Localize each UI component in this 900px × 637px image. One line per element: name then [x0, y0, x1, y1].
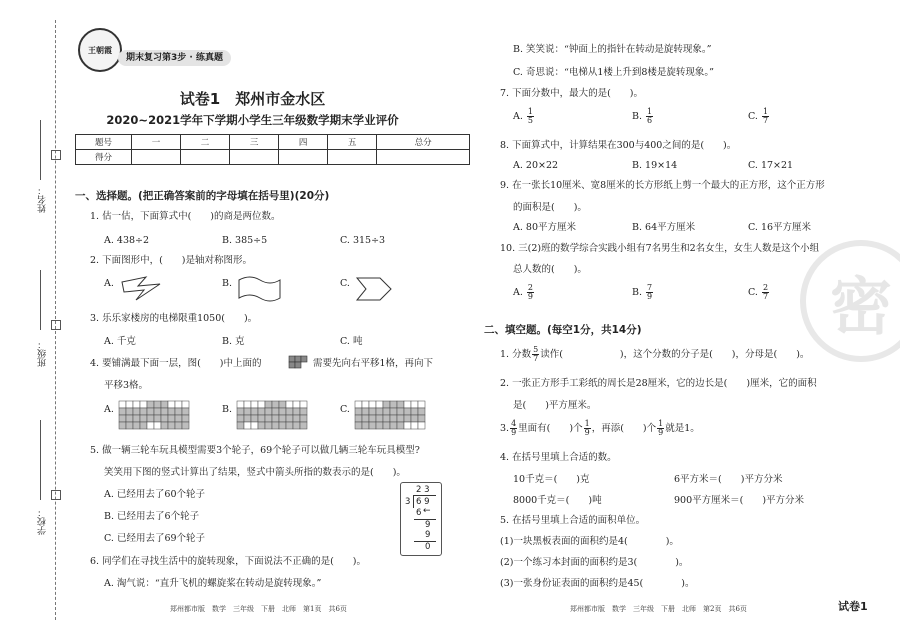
grid-cell: [418, 422, 425, 429]
grid-cell: [147, 401, 154, 408]
s2-q4-item4: 900平方厘米＝( )平方分米: [674, 495, 805, 506]
denominator: 9: [511, 428, 517, 437]
s2-q1: [500, 346, 809, 363]
grid-cell: [251, 401, 258, 408]
grid-cell: [300, 401, 307, 408]
grid-cell: [272, 408, 279, 415]
denominator: 7: [762, 116, 769, 125]
grid-cell: [140, 401, 147, 408]
table-cell: 四: [279, 135, 328, 150]
numerator: 5: [533, 345, 539, 354]
q1-option-a: A. 438÷2: [104, 235, 150, 246]
div-quotient: 2 3: [416, 485, 430, 495]
grid-cell: [369, 422, 376, 429]
div-divisor: 3: [405, 497, 411, 507]
grid-cell: [140, 422, 147, 429]
grid-cell: [418, 415, 425, 422]
grid-cell: [244, 422, 251, 429]
fraction: [532, 346, 539, 363]
grid-cell: [119, 415, 126, 422]
grid-cell: [404, 408, 411, 415]
fraction: [762, 108, 769, 125]
numerator: 2: [762, 283, 769, 292]
grid-cell: [279, 408, 286, 415]
grid-cell: [397, 408, 404, 415]
denominator: 9: [658, 428, 664, 437]
grid-cell: [355, 401, 362, 408]
denominator: 7: [762, 292, 769, 301]
grid-cell: [300, 415, 307, 422]
s2-q1-text: 读作( )，这个分数的分子是( )，分母是( )。: [540, 349, 810, 360]
q8-option-b: B. 19×14: [632, 160, 678, 171]
fraction: [657, 420, 664, 437]
s2-q3-t3: 就是1。: [665, 423, 700, 434]
grid-cell: [119, 422, 126, 429]
grid-cell: [383, 408, 390, 415]
grid-cell: [244, 408, 251, 415]
s2-q4-stem: 4. 在括号里填上合适的数。: [500, 452, 617, 463]
grid-cell: [383, 401, 390, 408]
grid-cell: [369, 401, 376, 408]
grid-cell: [147, 408, 154, 415]
grid-cell: [168, 415, 175, 422]
footer-left: 郑州都市版 数学 三年级 下册 北师 第1页 共6页: [170, 605, 347, 613]
q4-stem-c: 平移3格。: [104, 380, 149, 391]
div-row1: 6: [416, 508, 422, 518]
s2-q3-t2: ，再添( )个: [591, 423, 657, 434]
grid-cell: [411, 422, 418, 429]
grid-cell: [133, 401, 140, 408]
q10-option-b: [632, 284, 654, 301]
grid-cell: [119, 408, 126, 415]
grid-cell: [411, 401, 418, 408]
denominator: 9: [584, 428, 590, 437]
logo-text: 王朝霞: [88, 45, 112, 55]
grid-cell: [272, 415, 279, 422]
q1-stem: 1. 估一估，下面算式中( )的商是两位数。: [90, 211, 281, 222]
s2-q5-item2: (2)一个练习本封面的面积约是3( )。: [500, 557, 689, 568]
grid-cell: [418, 408, 425, 415]
q4-option-a: A.: [104, 404, 114, 415]
q5-option-b: B. 已经用去了6个轮子: [104, 511, 200, 522]
score-cell[interactable]: [328, 150, 377, 165]
q5-stem1: 5. 做一辆三轮车玩具模型需要3个轮子，69个轮子可以做几辆三轮车玩具模型?: [90, 445, 420, 456]
q5-stem2: 笑笑用下图的竖式计算出了结果，竖式中箭头所指的数表示的是( )。: [104, 467, 406, 478]
grid-cell: [161, 422, 168, 429]
footer-right: 郑州都市版 数学 三年级 下册 北师 第2页 共6页: [570, 605, 747, 613]
grid-cell: [293, 401, 300, 408]
table-cell: 得分: [76, 150, 132, 165]
q10-stem2: 总人数的( )。: [513, 264, 587, 275]
score-cell[interactable]: [279, 150, 328, 165]
grid-cell: [182, 401, 189, 408]
header-banner: 期末复习第3步 · 练真题: [118, 50, 231, 66]
grid-cell: [265, 422, 272, 429]
numerator: 1: [762, 107, 769, 116]
grid-cell: [258, 422, 265, 429]
grid-cell: [418, 401, 425, 408]
table-cell: 题号: [76, 135, 132, 150]
grid-cell: [404, 401, 411, 408]
q5-division-card: [400, 482, 442, 556]
fraction: [646, 108, 653, 125]
grid-cell: [147, 422, 154, 429]
div-row4: 0: [425, 542, 431, 552]
grid-cell: [265, 401, 272, 408]
grid-cell: [237, 415, 244, 422]
q9-option-c: C. 16平方厘米: [748, 222, 812, 233]
grid-cell: [355, 408, 362, 415]
q4-grid-b: [236, 400, 318, 430]
score-cell[interactable]: [377, 150, 470, 165]
option-letter: B.: [632, 111, 643, 122]
q7-stem: 7. 下面分数中，最大的是( )。: [500, 88, 643, 99]
div-arrow-icon: ←: [423, 506, 431, 516]
q6-stem: 6. 同学们在寻找生活中的旋转现象，下面说法不正确的是( )。: [90, 556, 366, 567]
score-table-header-row: [76, 135, 470, 150]
q5-option-a: A. 已经用去了60个轮子: [104, 489, 205, 500]
grid-cell: [397, 422, 404, 429]
grid-cell: [154, 401, 161, 408]
grid-cell: [300, 422, 307, 429]
grid-cell: [376, 401, 383, 408]
grid-cell: [286, 422, 293, 429]
option-letter: A.: [513, 287, 523, 298]
grid-cell: [251, 422, 258, 429]
grid-cell: [272, 422, 279, 429]
grid-cell: [411, 408, 418, 415]
grid-cell: [161, 401, 168, 408]
grid-cell: [133, 415, 140, 422]
s2-q3-t1: 里面有( )个: [518, 423, 583, 434]
grid-cell: [369, 415, 376, 422]
grid-cell: [286, 401, 293, 408]
s2-q2-line1: 2. 一张正方形手工彩纸的周长是28厘米，它的边长是( )厘米，它的面积: [500, 378, 817, 389]
q2-option-c: C.: [340, 278, 350, 289]
grid-cell: [383, 415, 390, 422]
grid-cell: [390, 415, 397, 422]
q8-option-a: A. 20×22: [513, 160, 559, 171]
grid-cell: [258, 408, 265, 415]
page-badge: 试卷1: [838, 600, 868, 613]
grid-cell: [237, 408, 244, 415]
grid-cell: [251, 408, 258, 415]
q10-option-c: [748, 284, 770, 301]
grid-cell: [175, 401, 182, 408]
table-cell: 五: [328, 135, 377, 150]
grid-cell: [182, 408, 189, 415]
grid-cell: [251, 415, 258, 422]
q4-option-b: B.: [222, 404, 233, 415]
grid-cell: [265, 408, 272, 415]
grid-cell: [154, 415, 161, 422]
denominator: 9: [647, 292, 653, 301]
grid-cell: [168, 401, 175, 408]
s2-q3: [500, 420, 700, 437]
div-dividend: 6 9: [416, 497, 430, 507]
fraction: [646, 284, 653, 301]
grid-cell: [272, 401, 279, 408]
class-label: 班级：: [38, 340, 48, 367]
s2-q1-pre: 1. 分数: [500, 349, 532, 360]
grid-cell: [286, 415, 293, 422]
grid-cell: [126, 408, 133, 415]
grid-cell: [362, 415, 369, 422]
grid-cell: [383, 422, 390, 429]
grid-cell: [244, 401, 251, 408]
q3-option-c: C. 吨: [340, 336, 363, 347]
q2-shape-a: [120, 274, 165, 304]
grid-cell: [376, 422, 383, 429]
s2-q4-item3: 8000千克＝( )吨: [513, 495, 602, 506]
q6-option-b: B. 笑笑说：“钟面上的指针在转动是旋转现象。”: [513, 44, 712, 55]
option-letter: C.: [748, 111, 758, 122]
q2-option-b: B.: [222, 278, 233, 289]
q4-option-c: C.: [340, 404, 350, 415]
denominator: 7: [533, 354, 539, 363]
grid-cell: [126, 401, 133, 408]
score-table: [75, 134, 470, 165]
table-cell: 总分: [377, 135, 470, 150]
grid-cell: [175, 422, 182, 429]
grid-cell: [390, 422, 397, 429]
s2-q4-item2: 6平方米＝( )平方分米: [674, 474, 783, 485]
s2-q5-item3: (3)一张身份证表面的面积约是45( )。: [500, 578, 695, 589]
grid-cell: [133, 422, 140, 429]
fraction: [762, 284, 769, 301]
name-label: 姓名：: [38, 186, 48, 213]
q5-option-c: C. 已经用去了69个轮子: [104, 533, 206, 544]
class-line: [40, 270, 41, 330]
grid-cell: [265, 415, 272, 422]
numerator: 4: [511, 419, 517, 428]
q2-stem: 2. 下面图形中，( )是轴对称图形。: [90, 255, 252, 266]
s2-q5-stem: 5. 在括号里填上合适的面积单位。: [500, 515, 646, 526]
school-label: 学校：: [38, 508, 48, 535]
grid-cell: [126, 422, 133, 429]
q4-grid-c: [354, 400, 436, 430]
q4-grid-a: [118, 400, 200, 430]
div-row3: 9: [425, 530, 431, 540]
grid-cell: [279, 401, 286, 408]
margin-box: [51, 150, 61, 160]
grid-cell: [147, 415, 154, 422]
q9-stem1: 9. 在一张长10厘米、宽8厘米的长方形纸上剪一个最大的正方形，这个正方形: [500, 180, 825, 191]
q10-stem1: 10. 三(2)班的数学综合实践小组有7名男生和2名女生，女生人数是这个小组: [500, 243, 820, 254]
score-table-score-row: [76, 150, 470, 165]
fraction: [584, 420, 591, 437]
grid-cell: [133, 408, 140, 415]
q10-option-a: [513, 284, 535, 301]
q9-option-a: A. 80平方厘米: [513, 222, 576, 233]
grid-cell: [376, 415, 383, 422]
grid-cell: [300, 408, 307, 415]
grid-cell: [279, 415, 286, 422]
q4-stem-a: 4. 要铺满最下面一层，图( )中上面的: [90, 358, 262, 369]
q1-option-c: C. 315÷3: [340, 235, 386, 246]
numerator: 1: [527, 107, 534, 116]
numerator: 2: [527, 283, 534, 292]
q6-option-c: C. 奇思说：“电梯从1楼上升到8楼是旋转现象。”: [513, 67, 715, 78]
fraction: [527, 284, 534, 301]
watermark: [800, 240, 900, 362]
section2-title: 二、填空题。(每空1分，共14分): [484, 324, 642, 336]
grid-cell: [397, 415, 404, 422]
denominator: 9: [527, 292, 534, 301]
div-row2: 9: [425, 520, 431, 530]
grid-cell: [362, 422, 369, 429]
grid-cell: [175, 408, 182, 415]
logo: [78, 28, 122, 72]
s2-q4-item1: 10千克＝( )克: [513, 474, 590, 485]
table-cell: 一: [132, 135, 181, 150]
margin-box: [51, 320, 61, 330]
option-letter: C.: [748, 287, 758, 298]
q9-option-b: B. 64平方厘米: [632, 222, 696, 233]
score-cell[interactable]: [230, 150, 279, 165]
q7-option-b: [632, 108, 654, 125]
fraction: [510, 420, 517, 437]
grid-cell: [293, 415, 300, 422]
grid-cell: [286, 408, 293, 415]
grid-cell: [258, 415, 265, 422]
q9-stem2: 的面积是( )。: [513, 202, 587, 213]
table-cell: 二: [181, 135, 230, 150]
name-line: [40, 120, 41, 180]
grid-cell: [140, 415, 147, 422]
grid-cell: [182, 415, 189, 422]
s2-q5-item1: (1)一块黑板表面的面积约是4( )。: [500, 536, 679, 547]
grid-cell: [355, 415, 362, 422]
numerator: 1: [658, 419, 664, 428]
score-cell[interactable]: [132, 150, 181, 165]
grid-cell: [237, 401, 244, 408]
q3-stem: 3. 乐乐家楼房的电梯限重1050( )。: [90, 313, 258, 324]
grid-cell: [154, 422, 161, 429]
grid-cell: [161, 415, 168, 422]
q6-option-a: A. 淘气说：“直升飞机的螺旋桨在转动是旋转现象。”: [104, 578, 322, 589]
grid-cell: [175, 415, 182, 422]
grid-cell: [279, 422, 286, 429]
grid-cell: [362, 408, 369, 415]
option-letter: A.: [513, 111, 523, 122]
grid-cell: [362, 401, 369, 408]
grid-cell: [237, 422, 244, 429]
q3-option-b: B. 克: [222, 336, 245, 347]
option-letter: B.: [632, 287, 643, 298]
grid-cell: [411, 415, 418, 422]
grid-cell: [293, 422, 300, 429]
grid-cell: [355, 422, 362, 429]
q4-block-icon: [288, 355, 310, 369]
q7-option-a: [513, 108, 535, 125]
grid-cell: [168, 422, 175, 429]
s2-q3-pre: 3.: [500, 423, 510, 434]
q3-option-a: A. 千克: [104, 336, 136, 347]
q8-stem: 8. 下面算式中，计算结果在300与400之间的是( )。: [500, 140, 737, 151]
paper-subtitle: 2020~2021学年下学期小学生三年级数学期末学业评价: [106, 113, 399, 127]
grid-cell: [168, 408, 175, 415]
grid-cell: [293, 408, 300, 415]
numerator: 1: [647, 107, 653, 116]
fraction: [527, 108, 534, 125]
paper-title: 试卷1 郑州市金水区: [179, 90, 326, 108]
numerator: 1: [584, 419, 590, 428]
denominator: 6: [647, 116, 653, 125]
grid-cell: [404, 415, 411, 422]
q2-shape-c: [354, 274, 394, 304]
grid-cell: [376, 408, 383, 415]
grid-cell: [369, 408, 376, 415]
grid-cell: [244, 415, 251, 422]
score-cell[interactable]: [181, 150, 230, 165]
numerator: 7: [647, 283, 653, 292]
grid-cell: [404, 422, 411, 429]
grid-cell: [154, 408, 161, 415]
q8-option-c: C. 17×21: [748, 160, 794, 171]
table-cell: 三: [230, 135, 279, 150]
denominator: 5: [527, 116, 534, 125]
q2-shape-b: [236, 274, 282, 304]
grid-cell: [390, 408, 397, 415]
grid-cell: [258, 401, 265, 408]
grid-cell: [140, 408, 147, 415]
grid-cell: [126, 415, 133, 422]
margin-box: [51, 490, 61, 500]
q7-option-c: [748, 108, 770, 125]
grid-cell: [397, 401, 404, 408]
q2-option-a: A.: [104, 278, 114, 289]
section1-title: 一、选择题。(把正确答案前的字母填在括号里)(20分): [75, 190, 330, 202]
q1-option-b: B. 385÷5: [222, 235, 268, 246]
grid-cell: [182, 422, 189, 429]
s2-q2-line2: 是( )平方厘米。: [513, 400, 597, 411]
q4-stem-b: 需要先向右平移1格，再向下: [313, 358, 434, 369]
grid-cell: [119, 401, 126, 408]
grid-cell: [161, 408, 168, 415]
watermark-text: 密: [829, 269, 892, 343]
school-line: [40, 420, 41, 500]
grid-cell: [390, 401, 397, 408]
